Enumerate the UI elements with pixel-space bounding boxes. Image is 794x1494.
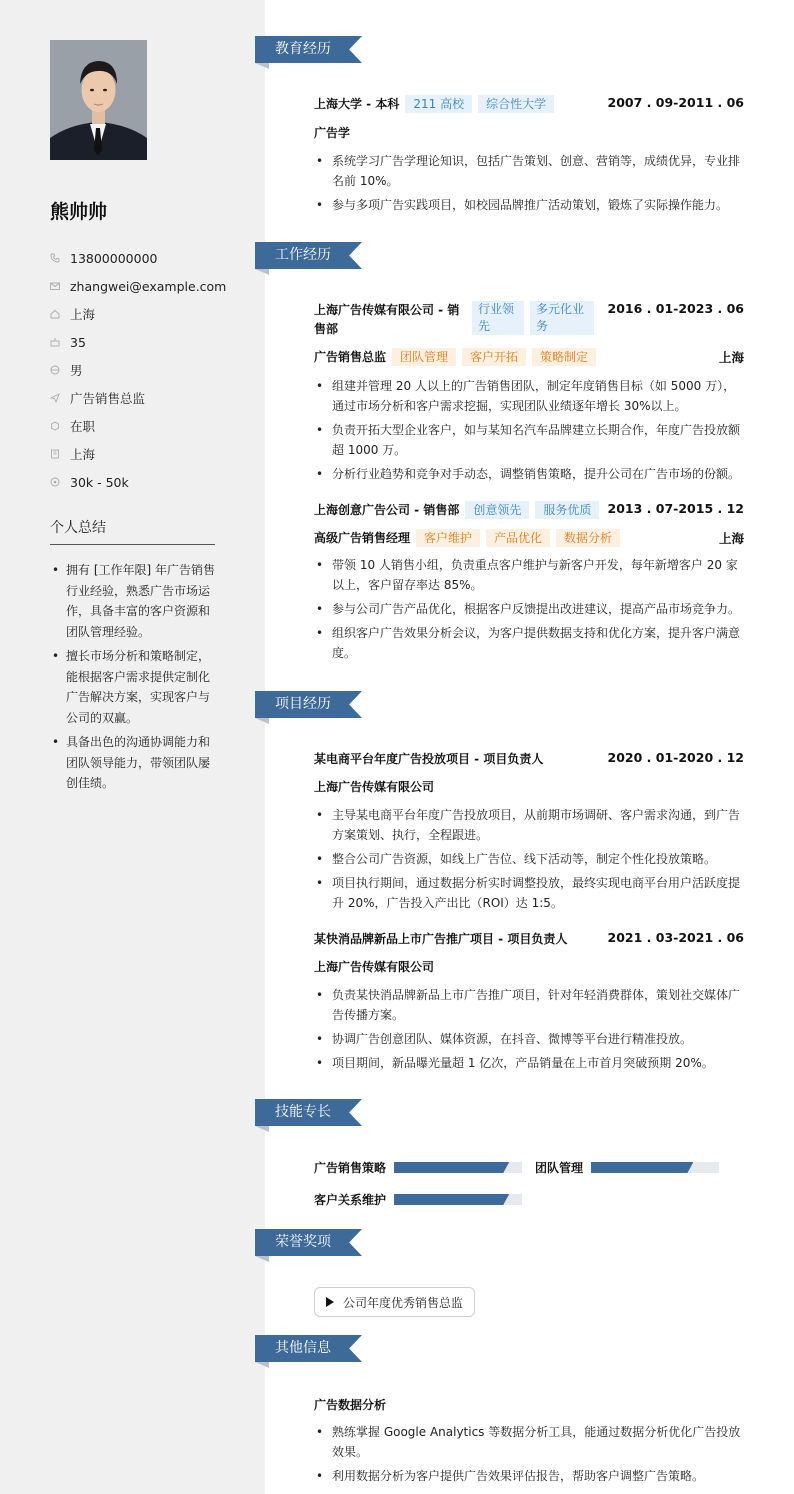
work-bullet: • 分析行业趋势和竞争对手动态，调整销售策略，提升公司在广告市场的份额。 xyxy=(314,464,744,484)
other-bullet: • 利用数据分析为客户提供广告效果评估报告，帮助客户调整广告策略。 xyxy=(314,1466,744,1486)
info-position-text: 广告销售总监 xyxy=(70,391,146,406)
project-bullet: • 协调广告创意团队、媒体资源，在抖音、微博等平台进行精准投放。 xyxy=(314,1029,744,1049)
project-company: 上海广告传媒有限公司 xyxy=(314,960,435,974)
skill-bar-fill xyxy=(394,1162,509,1173)
work-title-row xyxy=(314,348,744,366)
summary-title: 个人总结 xyxy=(50,520,106,536)
section-title: 工作经历 xyxy=(275,247,331,263)
section-title: 技能专长 xyxy=(275,1104,331,1120)
education-bullets xyxy=(314,151,744,219)
other-title: 广告数据分析 xyxy=(314,1398,387,1412)
project-company-row xyxy=(314,958,744,975)
summary-item: • 拥有 [工作年限] 年广告销售行业经验，熟悉广告市场运作，具备丰富的客户资源和团队管理经验。 xyxy=(50,560,218,642)
info-work-city-text: 上海 xyxy=(70,447,96,462)
info-salary-text: 30k - 50k xyxy=(70,474,129,490)
work-bullet: • 参与公司广告产品优化，根据客户反馈提出改进建议，提高产品市场竞争力。 xyxy=(314,599,744,619)
school-tag: 综合性大学 xyxy=(478,95,554,113)
project-bullet: • 项目执行期间，通过数据分析实时调整投放，最终实现电商平台用户活跃度提升 20%，广告投入产出比（ROI）达 1:5。 xyxy=(314,873,744,913)
home-icon xyxy=(50,309,60,319)
info-phone xyxy=(50,244,250,272)
project-name: 某电商平台年度广告投放项目 - 项目负责人 xyxy=(314,752,544,766)
info-email xyxy=(50,272,250,300)
summary-item: • 擅长市场分析和策略制定，能根据客户需求提供定制化广告解决方案，实现客户与公司的双赢。 xyxy=(50,646,218,728)
work-bullet: • 带领 10 人销售小组，负责重点客户维护与新客户开发，每年新增客户 20 家以上，客户留存率达 85%。 xyxy=(314,555,744,595)
skill-bar-fill xyxy=(394,1194,509,1205)
profile-name: 熊帅帅 xyxy=(50,201,108,223)
info-phone-text: 13800000000 xyxy=(70,250,158,266)
play-icon xyxy=(326,1297,334,1307)
job-location: 上海 xyxy=(718,350,744,365)
mail-icon xyxy=(50,281,60,291)
section-title: 教育经历 xyxy=(275,41,331,57)
skill-name: 广告销售策略 xyxy=(314,1161,387,1175)
summary-divider xyxy=(50,544,215,545)
section-header-project xyxy=(255,691,365,721)
skill-item xyxy=(535,1159,719,1176)
info-city-text: 上海 xyxy=(70,307,96,322)
job-tag: 产品优化 xyxy=(486,529,550,547)
project-header xyxy=(314,930,744,947)
project-company-row xyxy=(314,778,744,795)
job-tag: 策略制定 xyxy=(532,348,596,366)
project-date: 2021 . 03-2021 . 06 xyxy=(607,930,744,945)
status-icon xyxy=(50,421,60,431)
work-bullet: • 组建并管理 20 人以上的广告销售团队，制定年度销售目标（如 5000 万），通过市场分析和客户需求挖掘，实现团队业绩逐年增长 30%以上。 xyxy=(314,376,744,416)
section-header-work xyxy=(255,242,365,272)
project-date: 2020 . 01-2020 . 12 xyxy=(607,750,744,765)
project-bullets xyxy=(314,985,744,1077)
section-header-other xyxy=(255,1335,365,1365)
skill-item xyxy=(314,1159,522,1176)
profile-photo xyxy=(50,40,147,160)
project-header xyxy=(314,750,744,767)
project-company: 上海广告传媒有限公司 xyxy=(314,780,435,794)
work-bullet: • 组织客户广告效果分析会议，为客户提供数据支持和优化方案，提升客户满意度。 xyxy=(314,623,744,663)
sidebar xyxy=(0,0,265,1494)
company-tag: 多元化业务 xyxy=(530,301,594,335)
section-header-awards xyxy=(255,1229,365,1259)
work-date: 2013 . 07-2015 . 12 xyxy=(607,501,744,516)
info-age-text: 35 xyxy=(70,334,86,350)
work-bullet: • 负责开拓大型企业客户，如与某知名汽车品牌建立长期合作，年度广告投放额超 1000 万。 xyxy=(314,420,744,460)
job-tag: 数据分析 xyxy=(556,529,620,547)
building-icon xyxy=(50,449,60,459)
project-bullet: • 主导某电商平台年度广告投放项目，从前期市场调研、客户需求沟通，到广告方案策划、执行，全程跟进。 xyxy=(314,805,744,845)
section-header-education xyxy=(255,36,365,66)
skill-item xyxy=(314,1191,522,1208)
job-title: 高级广告销售经理 xyxy=(314,531,411,545)
school-tag: 211 高校 xyxy=(405,95,472,113)
skill-bar-fill xyxy=(591,1162,693,1173)
company-name: 上海创意广告公司 - 销售部 xyxy=(314,503,460,517)
job-tag: 客户开拓 xyxy=(462,348,526,366)
award-item xyxy=(314,1287,475,1317)
contact-info xyxy=(50,244,250,496)
school-name: 上海大学 - 本科 xyxy=(314,97,400,111)
info-age xyxy=(50,328,250,356)
section-header-skills xyxy=(255,1099,365,1129)
info-email-text: zhangwei@example.com xyxy=(70,278,227,294)
award-text: 公司年度优秀销售总监 xyxy=(343,1295,464,1310)
education-bullet: • 系统学习广告学理论知识，包括广告策划、创意、营销等，成绩优异，专业排名前 10%。 xyxy=(314,151,744,191)
work-header xyxy=(314,501,744,519)
education-major-row xyxy=(314,124,744,141)
summary-item: • 具备出色的沟通协调能力和团队领导能力，带领团队屡创佳绩。 xyxy=(50,732,218,794)
job-location: 上海 xyxy=(718,531,744,546)
skill-name: 团队管理 xyxy=(535,1161,584,1175)
education-major: 广告学 xyxy=(314,126,351,140)
job-title: 广告销售总监 xyxy=(314,350,387,364)
info-gender-text: 男 xyxy=(70,363,83,378)
info-city xyxy=(50,300,250,328)
skill-name: 客户关系维护 xyxy=(314,1193,387,1207)
work-bullets xyxy=(314,555,744,667)
project-bullet: • 项目期间，新品曝光量超 1 亿次，产品销量在上市首月突破预期 20%。 xyxy=(314,1053,744,1073)
info-status xyxy=(50,412,250,440)
age-icon xyxy=(50,337,60,347)
company-tag: 创意领先 xyxy=(465,501,529,519)
work-bullets xyxy=(314,376,744,488)
section-title: 荣誉奖项 xyxy=(275,1234,331,1250)
project-bullets xyxy=(314,805,744,917)
education-header xyxy=(314,95,744,113)
work-date: 2016 . 01-2023 . 06 xyxy=(607,301,744,316)
education-date: 2007 . 09-2011 . 06 xyxy=(607,95,744,110)
salary-icon xyxy=(50,477,60,487)
summary-list xyxy=(50,560,218,798)
job-tag: 团队管理 xyxy=(392,348,456,366)
company-tag: 服务优质 xyxy=(535,501,599,519)
info-status-text: 在职 xyxy=(70,419,96,434)
info-work-city xyxy=(50,440,250,468)
info-position xyxy=(50,384,250,412)
section-title: 其他信息 xyxy=(275,1340,331,1356)
phone-icon xyxy=(50,253,60,263)
company-name: 上海广告传媒有限公司 - 销售部 xyxy=(314,303,460,336)
other-bullets xyxy=(314,1422,744,1490)
education-bullet: • 参与多项广告实践项目，如校园品牌推广活动策划，锻炼了实际操作能力。 xyxy=(314,195,744,215)
skill-bar xyxy=(591,1162,719,1173)
send-icon xyxy=(50,393,60,403)
company-tag: 行业领先 xyxy=(472,301,524,335)
work-title-row xyxy=(314,529,744,547)
section-title: 项目经历 xyxy=(275,696,331,712)
project-bullet: • 整合公司广告资源，如线上广告位、线下活动等，制定个性化投放策略。 xyxy=(314,849,744,869)
other-title-row xyxy=(314,1396,744,1413)
other-bullet: • 熟练掌握 Google Analytics 等数据分析工具，能通过数据分析优化广告投放效果。 xyxy=(314,1422,744,1462)
gender-icon xyxy=(50,365,60,375)
project-name: 某快消品牌新品上市广告推广项目 - 项目负责人 xyxy=(314,932,568,946)
skill-bar xyxy=(394,1194,522,1205)
job-tag: 客户维护 xyxy=(416,529,480,547)
work-header xyxy=(314,301,744,339)
project-bullet: • 负责某快消品牌新品上市广告推广项目，针对年轻消费群体，策划社交媒体广告传播方案。 xyxy=(314,985,744,1025)
info-salary xyxy=(50,468,250,496)
info-gender xyxy=(50,356,250,384)
skill-bar xyxy=(394,1162,522,1173)
